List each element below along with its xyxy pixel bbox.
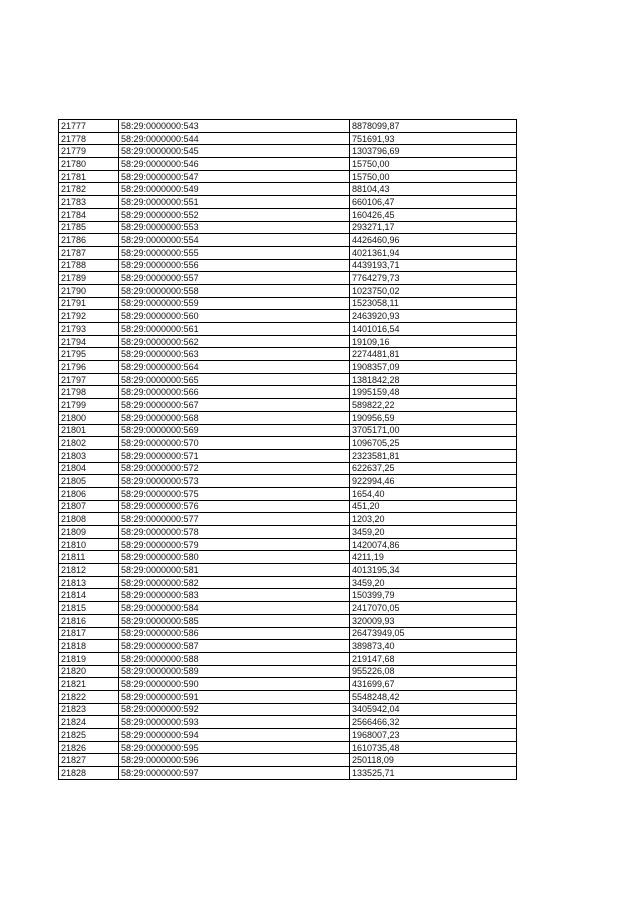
row-number-cell: 21814 — [59, 589, 119, 602]
value-cell: 160426,45 — [350, 208, 517, 221]
value-cell: 320009,93 — [350, 614, 517, 627]
cadastral-number-cell: 58:29:0000000:561 — [119, 323, 350, 336]
value-cell: 389873,40 — [350, 640, 517, 653]
cadastral-number-cell: 58:29:0000000:592 — [119, 703, 350, 716]
row-number-cell: 21803 — [59, 449, 119, 462]
value-cell: 2274481,81 — [350, 348, 517, 361]
table-row — [59, 729, 517, 742]
table-row — [59, 158, 517, 171]
table-row — [59, 462, 517, 475]
cadastral-number-cell: 58:29:0000000:589 — [119, 665, 350, 678]
row-number-cell: 21785 — [59, 221, 119, 234]
row-number-cell: 21802 — [59, 437, 119, 450]
row-number-cell: 21804 — [59, 462, 119, 475]
table-row — [59, 538, 517, 551]
cadastral-number-cell: 58:29:0000000:590 — [119, 678, 350, 691]
table-row — [59, 602, 517, 615]
cadastral-number-cell: 58:29:0000000:596 — [119, 754, 350, 767]
row-number-cell: 21807 — [59, 500, 119, 513]
table-row — [59, 411, 517, 424]
value-cell: 3459,20 — [350, 576, 517, 589]
value-cell: 1968007,23 — [350, 729, 517, 742]
cadastral-number-cell: 58:29:0000000:583 — [119, 589, 350, 602]
value-cell: 1908357,09 — [350, 361, 517, 374]
table-row — [59, 196, 517, 209]
value-cell: 250118,09 — [350, 754, 517, 767]
cadastral-number-cell: 58:29:0000000:570 — [119, 437, 350, 450]
row-number-cell: 21815 — [59, 602, 119, 615]
value-cell: 1023750,02 — [350, 284, 517, 297]
row-number-cell: 21790 — [59, 284, 119, 297]
value-cell: 955226,08 — [350, 665, 517, 678]
table-row — [59, 348, 517, 361]
row-number-cell: 21813 — [59, 576, 119, 589]
row-number-cell: 21818 — [59, 640, 119, 653]
table-row — [59, 145, 517, 158]
row-number-cell: 21816 — [59, 614, 119, 627]
row-number-cell: 21797 — [59, 373, 119, 386]
row-number-cell: 21780 — [59, 158, 119, 171]
table-row — [59, 373, 517, 386]
cadastral-number-cell: 58:29:0000000:580 — [119, 551, 350, 564]
table-row — [59, 310, 517, 323]
row-number-cell: 21794 — [59, 335, 119, 348]
cadastral-number-cell: 58:29:0000000:594 — [119, 729, 350, 742]
table-row — [59, 716, 517, 729]
value-cell: 3459,20 — [350, 526, 517, 539]
value-cell: 7764279,73 — [350, 272, 517, 285]
table-row — [59, 399, 517, 412]
value-cell: 4013195,34 — [350, 564, 517, 577]
cadastral-value-table — [58, 119, 517, 780]
cadastral-number-cell: 58:29:0000000:586 — [119, 627, 350, 640]
row-number-cell: 21778 — [59, 132, 119, 145]
value-cell: 26473949,05 — [350, 627, 517, 640]
value-cell: 3405942,04 — [350, 703, 517, 716]
table-row — [59, 259, 517, 272]
cadastral-number-cell: 58:29:0000000:551 — [119, 196, 350, 209]
table-row — [59, 208, 517, 221]
row-number-cell: 21793 — [59, 323, 119, 336]
table-body — [59, 120, 517, 780]
table-row — [59, 754, 517, 767]
row-number-cell: 21817 — [59, 627, 119, 640]
row-number-cell: 21800 — [59, 411, 119, 424]
table-row — [59, 640, 517, 653]
cadastral-number-cell: 58:29:0000000:546 — [119, 158, 350, 171]
table-row — [59, 335, 517, 348]
table-row — [59, 665, 517, 678]
table-row — [59, 323, 517, 336]
row-number-cell: 21787 — [59, 246, 119, 259]
row-number-cell: 21786 — [59, 234, 119, 247]
table-row — [59, 297, 517, 310]
cadastral-number-cell: 58:29:0000000:547 — [119, 170, 350, 183]
value-cell: 2323581,81 — [350, 449, 517, 462]
row-number-cell: 21827 — [59, 754, 119, 767]
value-cell: 15750,00 — [350, 158, 517, 171]
cadastral-number-cell: 58:29:0000000:588 — [119, 652, 350, 665]
row-number-cell: 21782 — [59, 183, 119, 196]
row-number-cell: 21805 — [59, 475, 119, 488]
table-row — [59, 246, 517, 259]
cadastral-number-cell: 58:29:0000000:563 — [119, 348, 350, 361]
cadastral-number-cell: 58:29:0000000:597 — [119, 767, 350, 780]
value-cell: 589822,22 — [350, 399, 517, 412]
row-number-cell: 21820 — [59, 665, 119, 678]
cadastral-number-cell: 58:29:0000000:587 — [119, 640, 350, 653]
table-row — [59, 652, 517, 665]
cadastral-number-cell: 58:29:0000000:578 — [119, 526, 350, 539]
table-row — [59, 500, 517, 513]
cadastral-number-cell: 58:29:0000000:584 — [119, 602, 350, 615]
cadastral-number-cell: 58:29:0000000:544 — [119, 132, 350, 145]
row-number-cell: 21777 — [59, 120, 119, 133]
cadastral-number-cell: 58:29:0000000:582 — [119, 576, 350, 589]
value-cell: 4426460,96 — [350, 234, 517, 247]
cadastral-number-cell: 58:29:0000000:549 — [119, 183, 350, 196]
table-row — [59, 551, 517, 564]
cadastral-number-cell: 58:29:0000000:557 — [119, 272, 350, 285]
row-number-cell: 21826 — [59, 741, 119, 754]
table-row — [59, 475, 517, 488]
value-cell: 622637,25 — [350, 462, 517, 475]
table-row — [59, 183, 517, 196]
row-number-cell: 21798 — [59, 386, 119, 399]
cadastral-number-cell: 58:29:0000000:579 — [119, 538, 350, 551]
cadastral-number-cell: 58:29:0000000:558 — [119, 284, 350, 297]
table-row — [59, 284, 517, 297]
value-cell: 133525,71 — [350, 767, 517, 780]
cadastral-number-cell: 58:29:0000000:568 — [119, 411, 350, 424]
value-cell: 150399,79 — [350, 589, 517, 602]
row-number-cell: 21821 — [59, 678, 119, 691]
cadastral-number-cell: 58:29:0000000:573 — [119, 475, 350, 488]
cadastral-number-cell: 58:29:0000000:555 — [119, 246, 350, 259]
value-cell: 1096705,25 — [350, 437, 517, 450]
cadastral-number-cell: 58:29:0000000:554 — [119, 234, 350, 247]
row-number-cell: 21784 — [59, 208, 119, 221]
value-cell: 431699,67 — [350, 678, 517, 691]
row-number-cell: 21819 — [59, 652, 119, 665]
value-cell: 1401016,54 — [350, 323, 517, 336]
cadastral-number-cell: 58:29:0000000:593 — [119, 716, 350, 729]
value-cell: 1654,40 — [350, 487, 517, 500]
table-row — [59, 234, 517, 247]
value-cell: 751691,93 — [350, 132, 517, 145]
value-cell: 8878099,87 — [350, 120, 517, 133]
cadastral-number-cell: 58:29:0000000:552 — [119, 208, 350, 221]
cadastral-number-cell: 58:29:0000000:553 — [119, 221, 350, 234]
row-number-cell: 21779 — [59, 145, 119, 158]
value-cell: 19109,16 — [350, 335, 517, 348]
row-number-cell: 21799 — [59, 399, 119, 412]
value-cell: 1381842,28 — [350, 373, 517, 386]
row-number-cell: 21822 — [59, 690, 119, 703]
table-row — [59, 424, 517, 437]
table-row — [59, 221, 517, 234]
value-cell: 1610735,48 — [350, 741, 517, 754]
value-cell: 15750,00 — [350, 170, 517, 183]
value-cell: 88104,43 — [350, 183, 517, 196]
value-cell: 1420074,86 — [350, 538, 517, 551]
value-cell: 2566466,32 — [350, 716, 517, 729]
value-cell: 1203,20 — [350, 513, 517, 526]
cadastral-number-cell: 58:29:0000000:575 — [119, 487, 350, 500]
table-row — [59, 513, 517, 526]
cadastral-number-cell: 58:29:0000000:571 — [119, 449, 350, 462]
cadastral-number-cell: 58:29:0000000:569 — [119, 424, 350, 437]
cadastral-number-cell: 58:29:0000000:565 — [119, 373, 350, 386]
cadastral-number-cell: 58:29:0000000:564 — [119, 361, 350, 374]
value-cell: 4021361,94 — [350, 246, 517, 259]
row-number-cell: 21809 — [59, 526, 119, 539]
cadastral-number-cell: 58:29:0000000:572 — [119, 462, 350, 475]
cadastral-number-cell: 58:29:0000000:559 — [119, 297, 350, 310]
table-row — [59, 589, 517, 602]
value-cell: 1303796,69 — [350, 145, 517, 158]
table-row — [59, 272, 517, 285]
table-row — [59, 614, 517, 627]
cadastral-number-cell: 58:29:0000000:577 — [119, 513, 350, 526]
cadastral-number-cell: 58:29:0000000:543 — [119, 120, 350, 133]
value-cell: 451,20 — [350, 500, 517, 513]
row-number-cell: 21795 — [59, 348, 119, 361]
table-row — [59, 120, 517, 133]
value-cell: 4211,19 — [350, 551, 517, 564]
value-cell: 5548248,42 — [350, 690, 517, 703]
cadastral-number-cell: 58:29:0000000:562 — [119, 335, 350, 348]
value-cell: 2463920,93 — [350, 310, 517, 323]
value-cell: 3705171,00 — [350, 424, 517, 437]
cadastral-number-cell: 58:29:0000000:595 — [119, 741, 350, 754]
row-number-cell: 21812 — [59, 564, 119, 577]
row-number-cell: 21823 — [59, 703, 119, 716]
row-number-cell: 21828 — [59, 767, 119, 780]
table-row — [59, 767, 517, 780]
cadastral-number-cell: 58:29:0000000:556 — [119, 259, 350, 272]
value-cell: 660106,47 — [350, 196, 517, 209]
table-row — [59, 487, 517, 500]
table-row — [59, 678, 517, 691]
table-row — [59, 627, 517, 640]
row-number-cell: 21806 — [59, 487, 119, 500]
table-row — [59, 741, 517, 754]
table-row — [59, 386, 517, 399]
table-row — [59, 449, 517, 462]
value-cell: 1995159,48 — [350, 386, 517, 399]
table-row — [59, 576, 517, 589]
cadastral-number-cell: 58:29:0000000:585 — [119, 614, 350, 627]
table-row — [59, 437, 517, 450]
value-cell: 2417070,05 — [350, 602, 517, 615]
table-row — [59, 361, 517, 374]
table-row — [59, 690, 517, 703]
value-cell: 4439193,71 — [350, 259, 517, 272]
row-number-cell: 21791 — [59, 297, 119, 310]
value-cell: 1523058,11 — [350, 297, 517, 310]
cadastral-number-cell: 58:29:0000000:591 — [119, 690, 350, 703]
value-cell: 293271,17 — [350, 221, 517, 234]
table-row — [59, 132, 517, 145]
value-cell: 219147,68 — [350, 652, 517, 665]
value-cell: 922994,46 — [350, 475, 517, 488]
cadastral-number-cell: 58:29:0000000:560 — [119, 310, 350, 323]
row-number-cell: 21789 — [59, 272, 119, 285]
row-number-cell: 21808 — [59, 513, 119, 526]
row-number-cell: 21796 — [59, 361, 119, 374]
row-number-cell: 21792 — [59, 310, 119, 323]
table-row — [59, 170, 517, 183]
table-row — [59, 703, 517, 716]
row-number-cell: 21801 — [59, 424, 119, 437]
value-cell: 190956,59 — [350, 411, 517, 424]
row-number-cell: 21811 — [59, 551, 119, 564]
row-number-cell: 21810 — [59, 538, 119, 551]
row-number-cell: 21783 — [59, 196, 119, 209]
row-number-cell: 21825 — [59, 729, 119, 742]
cadastral-number-cell: 58:29:0000000:545 — [119, 145, 350, 158]
table-row — [59, 526, 517, 539]
row-number-cell: 21781 — [59, 170, 119, 183]
cadastral-number-cell: 58:29:0000000:581 — [119, 564, 350, 577]
row-number-cell: 21788 — [59, 259, 119, 272]
cadastral-number-cell: 58:29:0000000:566 — [119, 386, 350, 399]
cadastral-number-cell: 58:29:0000000:567 — [119, 399, 350, 412]
cadastral-number-cell: 58:29:0000000:576 — [119, 500, 350, 513]
table-row — [59, 564, 517, 577]
row-number-cell: 21824 — [59, 716, 119, 729]
